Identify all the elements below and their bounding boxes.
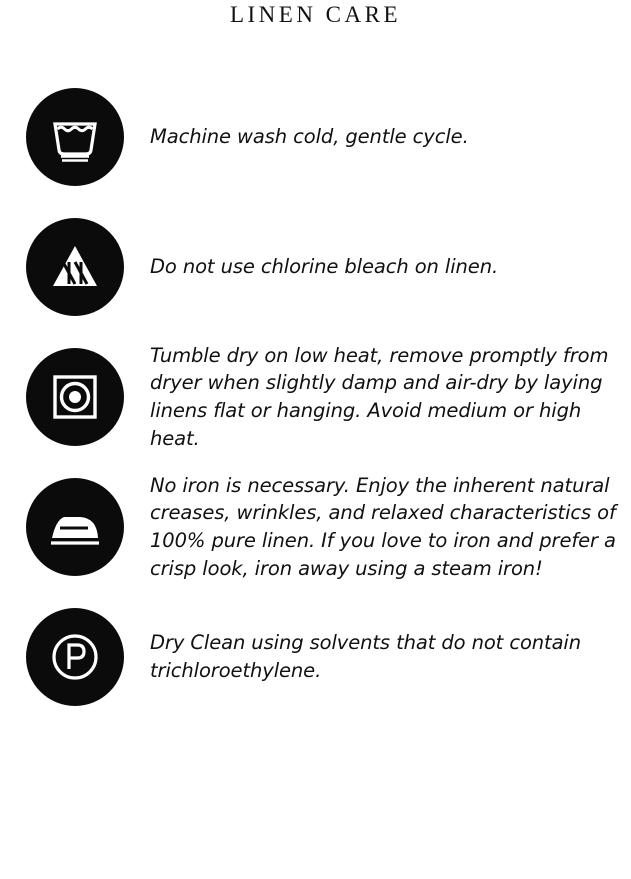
dry-clean-p-icon	[46, 628, 104, 686]
do-not-bleach-triangle-icon	[45, 238, 105, 296]
icon-cell	[0, 478, 150, 576]
text-cell	[150, 123, 631, 151]
care-instruction-list	[0, 72, 631, 722]
wash-tub-badge	[26, 88, 124, 186]
do-not-bleach-badge	[26, 218, 124, 316]
care-instruction-row	[0, 462, 631, 592]
care-instruction-row	[0, 592, 631, 722]
care-instruction-text: No iron is necessary. Enjoy the inherent natural creases, wrinkles, and relaxed characteristics of 100% pure linen. If you love to iron and prefer a crisp look, iron away using a steam iron!	[150, 473, 616, 580]
tumble-dry-low-icon	[46, 368, 104, 426]
dry-clean-badge	[26, 608, 124, 706]
icon-cell	[0, 608, 150, 706]
wash-tub-icon	[46, 108, 104, 166]
care-instruction-row	[0, 72, 631, 202]
text-cell	[150, 342, 631, 453]
text-cell	[150, 472, 631, 583]
text-cell	[150, 253, 631, 281]
care-instruction-text: Dry Clean using solvents that do not contain trichloroethylene.	[150, 631, 582, 682]
care-instruction-text: Tumble dry on low heat, remove promptly from dryer when slightly damp and air-dry by laying linens flat or hanging. Avoid medium or high heat.	[150, 343, 609, 450]
care-instruction-row	[0, 332, 631, 462]
iron-badge	[26, 478, 124, 576]
icon-cell	[0, 88, 150, 186]
icon-cell	[0, 348, 150, 446]
text-cell	[150, 629, 631, 684]
icon-cell	[0, 218, 150, 316]
care-instruction-text: Do not use chlorine bleach on linen.	[150, 255, 499, 279]
care-instruction-row	[0, 202, 631, 332]
tumble-dry-badge	[26, 348, 124, 446]
page-title: LINEN CARE	[229, 2, 402, 27]
care-instruction-text: Machine wash cold, gentle cycle.	[150, 125, 469, 149]
iron-icon	[44, 498, 106, 556]
